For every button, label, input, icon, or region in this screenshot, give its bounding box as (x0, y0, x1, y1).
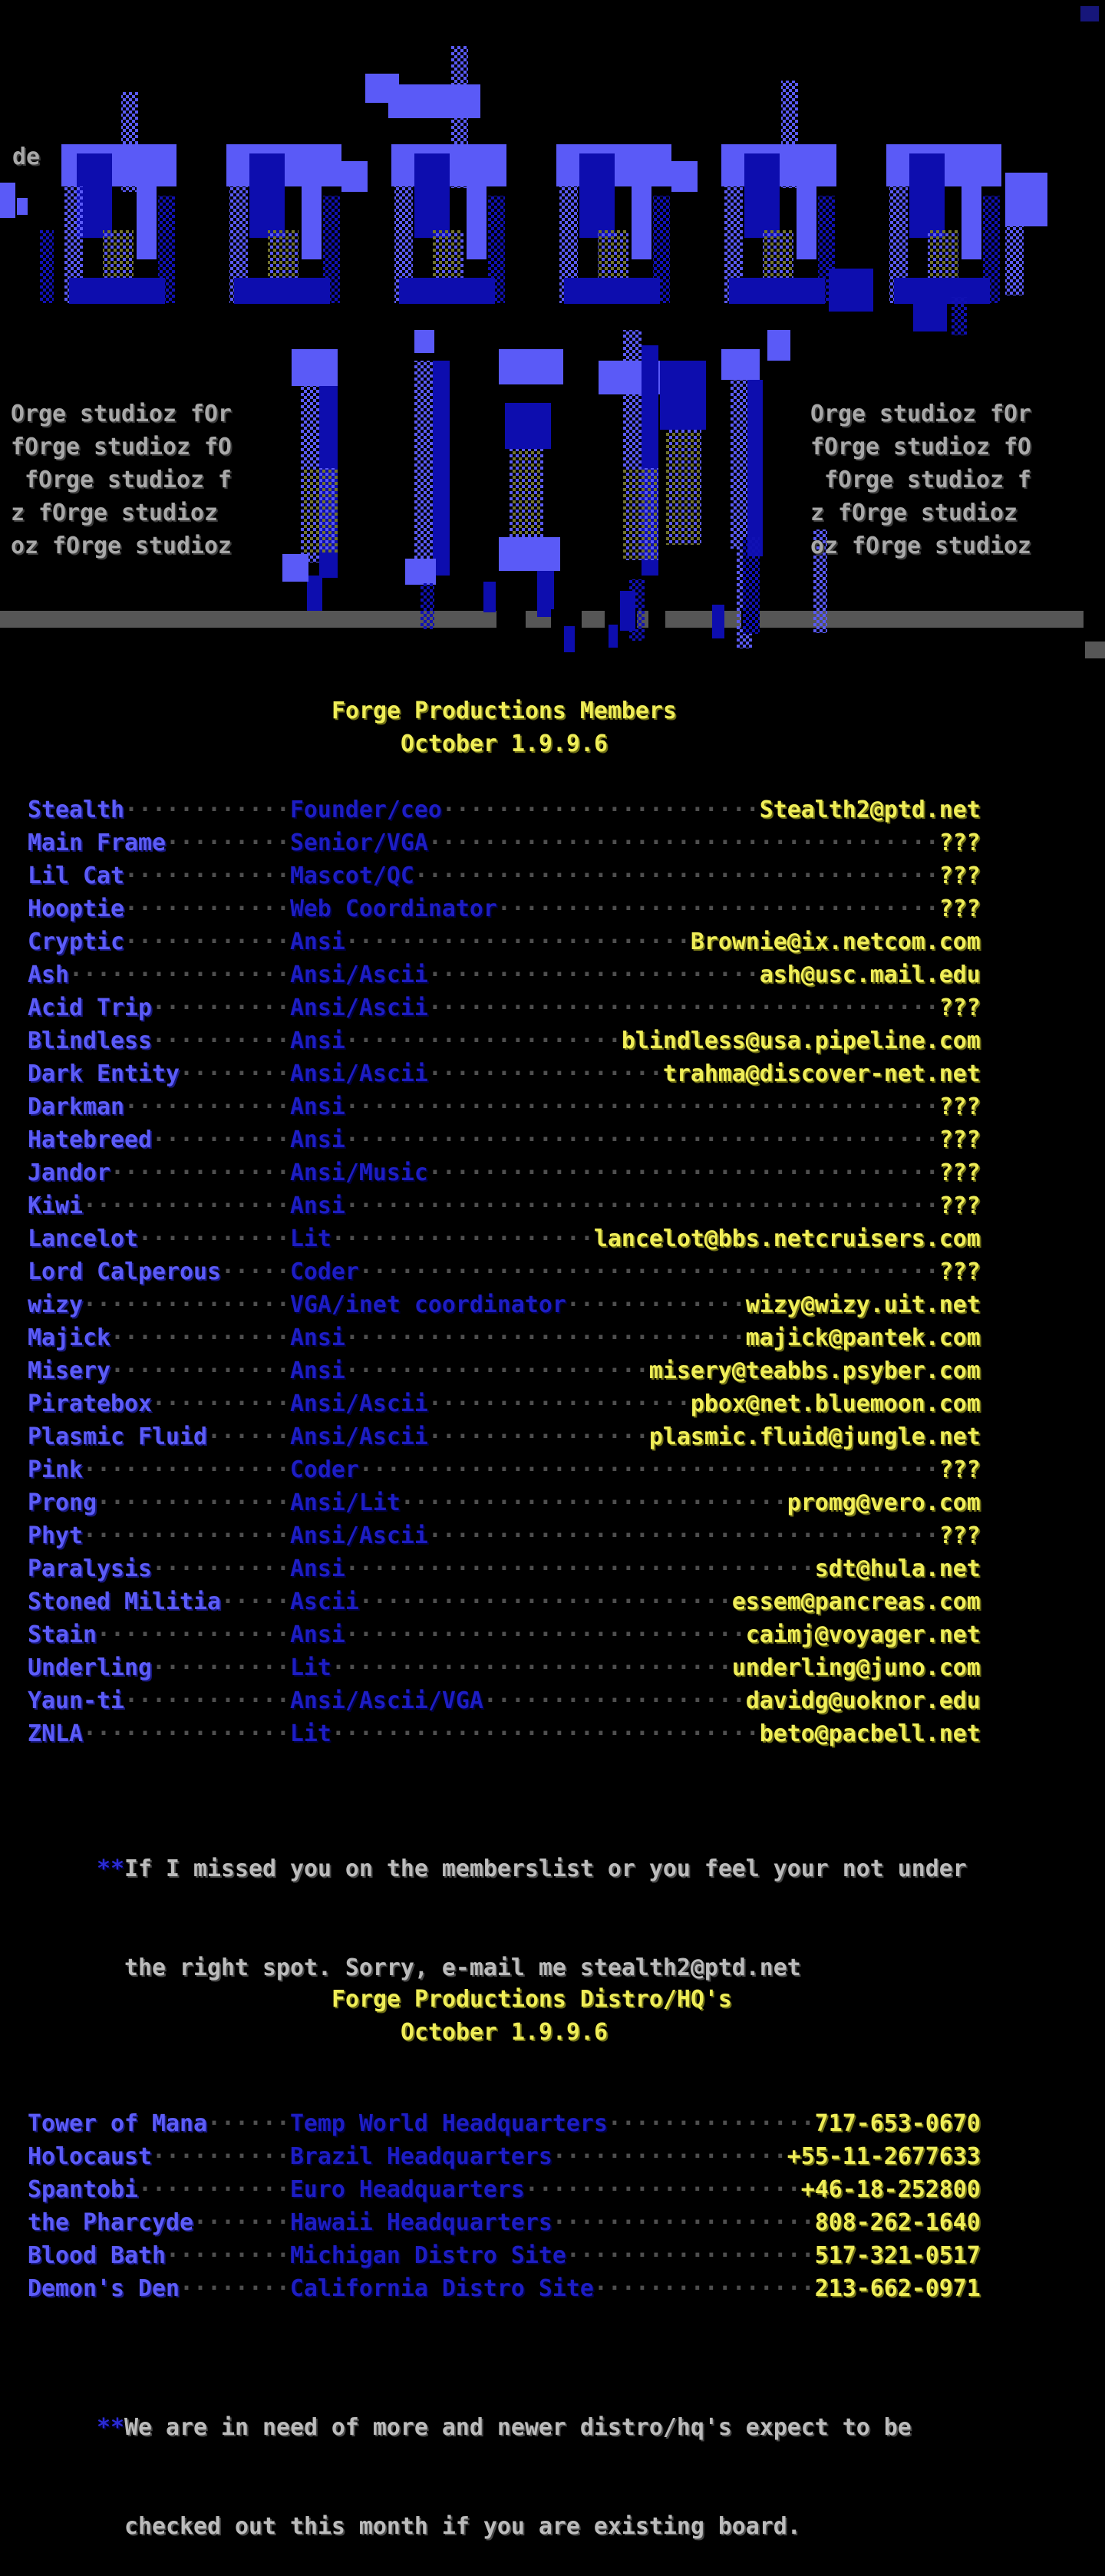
dot-leader: ··········································· (345, 1093, 939, 1120)
member-row (28, 826, 981, 859)
dot-leader: ··············· (82, 1192, 290, 1219)
dot-leader: ····· (220, 1588, 290, 1615)
dot-leader: ················ (427, 1423, 649, 1450)
distro-row (28, 2239, 981, 2272)
dot-leader: ·········· (151, 1390, 290, 1417)
member-row-email: beto@pacbell.net (759, 1720, 981, 1747)
member-row-email: pbox@net.bluemoon.com (690, 1390, 981, 1417)
dot-leader: ······················ (345, 1357, 649, 1384)
distro-row-name: Blood Bath (28, 2242, 166, 2269)
dot-leader: ·········································· (358, 1456, 939, 1483)
member-row-name: Stealth (28, 797, 124, 823)
dot-leader: ··········································· (345, 1126, 939, 1153)
member-row (28, 1486, 981, 1519)
dot-leader: ·············· (96, 1489, 290, 1516)
dot-leader: ·············· (96, 1621, 290, 1648)
member-row (28, 1354, 981, 1387)
member-row-email: Brownie@ix.netcom.com (690, 928, 981, 955)
distro-row-location: Euro Headquarters (289, 2176, 525, 2203)
member-row (28, 991, 981, 1024)
distro-row-location: Michigan Distro Site (289, 2242, 566, 2269)
dot-leader: ············· (110, 1357, 290, 1384)
studioz-line: oz fOrge studioz (810, 533, 1031, 559)
member-row-name: Hooptie (28, 895, 124, 922)
member-row (28, 859, 981, 892)
member-row-role: Mascot/QC (289, 863, 414, 889)
member-row (28, 1024, 981, 1057)
members-note-line2: the right spot. Sorry, e-mail me stealth2@ptd.net (124, 1954, 801, 1981)
member-row-role: Lit (289, 1225, 332, 1252)
member-row (28, 925, 981, 958)
member-row (28, 793, 981, 826)
dot-leader: ··············· (82, 1522, 290, 1549)
member-row (28, 892, 981, 925)
dot-leader: ····························· (345, 1621, 746, 1648)
dot-leader: ···················· (524, 2176, 801, 2203)
member-row-name: ZNLA (28, 1720, 83, 1747)
dot-leader: ··················· (331, 1225, 594, 1252)
member-row-name: Darkman (28, 1093, 124, 1120)
member-row-email: ??? (938, 1192, 981, 1219)
distro-row-phone: 808-262-1640 (814, 2209, 981, 2236)
dot-leader: ··············· (82, 1291, 290, 1318)
member-row-name: Lancelot (28, 1225, 138, 1252)
dot-leader: ··························· (358, 1588, 732, 1615)
member-row (28, 1156, 981, 1189)
note-stars: ** (97, 2414, 124, 2441)
member-row-name: Lil Cat (28, 863, 124, 889)
member-row-name: Main Frame (28, 830, 166, 856)
dot-leader: ············· (110, 1324, 290, 1351)
studioz-marquee-left (11, 397, 232, 562)
dot-leader: ················· (427, 1060, 663, 1087)
distro-note (97, 2345, 912, 2576)
member-row (28, 1222, 981, 1255)
member-row-name: Plasmic Fluid (28, 1423, 207, 1450)
member-row (28, 1057, 981, 1090)
dot-leader: ·················· (566, 2242, 815, 2269)
members-list (28, 793, 981, 1750)
member-row-role: Web Coordinator (289, 895, 497, 922)
member-row-role: Ansi (289, 1126, 345, 1153)
member-row-email: ??? (938, 830, 981, 856)
dot-leader: ····························· (345, 1324, 746, 1351)
member-row (28, 1387, 981, 1420)
member-row-email: ??? (938, 1456, 981, 1483)
member-row-name: Piratebox (28, 1390, 152, 1417)
member-row-email: davidg@uoknor.edu (745, 1687, 981, 1714)
member-row-role: Ansi/Ascii (289, 1390, 428, 1417)
member-row-role: Ansi (289, 1621, 345, 1648)
dot-leader: ············ (124, 797, 290, 823)
member-row-email: caimj@voyager.net (745, 1621, 981, 1648)
dot-leader: ················ (593, 2275, 815, 2302)
member-row (28, 1585, 981, 1618)
dot-leader: ············ (124, 1093, 290, 1120)
member-row-email: wizy@wizy.uit.net (745, 1291, 981, 1318)
member-row-role: Ansi (289, 1093, 345, 1120)
member-row-name: Ash (28, 961, 69, 988)
member-row-name: Kiwi (28, 1192, 83, 1219)
member-row-role: Ansi (289, 1357, 345, 1384)
dot-leader: ·········· (151, 1654, 290, 1681)
member-row (28, 1651, 981, 1684)
member-row-role: Founder/ceo (289, 797, 442, 823)
member-row-name: Paralysis (28, 1555, 152, 1582)
member-row-email: Stealth2@ptd.net (759, 797, 981, 823)
member-row-role: Ansi/Ascii/VGA (289, 1687, 483, 1714)
member-row-role: Ansi (289, 928, 345, 955)
dot-leader: ············ (124, 863, 290, 889)
dot-leader: ··········································· (345, 1192, 939, 1219)
member-row (28, 1321, 981, 1354)
dot-leader: ································ (496, 895, 939, 922)
members-note-line1: **If I missed you on the memberslist or you feel your not under (97, 1855, 967, 1882)
distro-row-location: California Distro Site (289, 2275, 594, 2302)
member-row-role: Ansi/Ascii (289, 1060, 428, 1087)
member-row-role: Ansi (289, 1555, 345, 1582)
distro-row-location: Temp World Headquarters (289, 2110, 608, 2137)
member-row-name: Lord Calperous (28, 1258, 221, 1285)
dot-leader: ····································· (427, 1522, 939, 1549)
member-row-role: Ansi/Ascii (289, 1423, 428, 1450)
member-row-name: Hatebreed (28, 1126, 152, 1153)
dot-leader: ························ (427, 961, 760, 988)
member-row-role: Ansi/Ascii (289, 994, 428, 1021)
member-row-email: trahma@discover-net.net (662, 1060, 981, 1087)
member-row-email: ??? (938, 1258, 981, 1285)
distro-row-name: Tower of Mana (28, 2110, 207, 2137)
distro-list (28, 2107, 981, 2305)
member-row-role: Lit (289, 1654, 332, 1681)
member-row (28, 1189, 981, 1222)
member-row-role: Lit (289, 1720, 332, 1747)
dot-leader: ·········· (151, 1555, 290, 1582)
member-row (28, 1519, 981, 1552)
member-row (28, 1288, 981, 1321)
note-stars: ** (97, 1855, 124, 1882)
de-label: de (12, 143, 41, 170)
member-row-email: lancelot@bbs.netcruisers.com (593, 1225, 981, 1252)
distro-row-phone: 717-653-0670 (814, 2110, 981, 2137)
member-row-name: Stoned Militia (28, 1588, 221, 1615)
member-row-role: VGA/inet coordinator (289, 1291, 566, 1318)
distro-row-name: Spantobi (28, 2176, 138, 2203)
distro-row (28, 2272, 981, 2305)
dot-leader: ······· (193, 2209, 290, 2236)
dot-leader: ····························· (331, 1654, 732, 1681)
dot-leader: ·································· (345, 1555, 815, 1582)
member-row-name: Jandor (28, 1159, 110, 1186)
member-row (28, 1255, 981, 1288)
studioz-line: Orge studioz fOr (11, 401, 232, 427)
dot-leader: ·········· (151, 994, 290, 1021)
dot-leader: ············ (124, 895, 290, 922)
dot-leader: ····································· (427, 830, 939, 856)
member-row-email: ??? (938, 1093, 981, 1120)
member-row (28, 1453, 981, 1486)
dot-leader: ····································· (427, 1159, 939, 1186)
dot-leader: ··············· (82, 1456, 290, 1483)
member-row-email: ash@usc.mail.edu (759, 961, 981, 988)
dot-leader: ···························· (400, 1489, 787, 1516)
member-row-email: ??? (938, 863, 981, 889)
member-row-email: underling@juno.com (731, 1654, 981, 1681)
member-row-email: promg@vero.com (787, 1489, 981, 1516)
member-row (28, 1090, 981, 1123)
members-section-title: Forge Productions Members (332, 698, 677, 724)
member-row-name: Acid Trip (28, 994, 152, 1021)
dot-leader: ··················· (483, 1687, 746, 1714)
member-row (28, 1717, 981, 1750)
member-row-email: ??? (938, 895, 981, 922)
member-row-email: ??? (938, 994, 981, 1021)
distro-note-line1: **We are in need of more and newer distro/hq's expect to be (97, 2414, 912, 2441)
dot-leader: ······ (206, 2110, 290, 2137)
dot-leader: ····· (220, 1258, 290, 1285)
member-row (28, 1684, 981, 1717)
member-row-role: Coder (289, 1258, 359, 1285)
distro-note-line2: checked out this month if you are existing board. (124, 2513, 801, 2540)
member-row-name: Stain (28, 1621, 97, 1648)
member-row-role: Ansi/Lit (289, 1489, 401, 1516)
dot-leader: ··················· (427, 1390, 691, 1417)
member-row-name: Prong (28, 1489, 97, 1516)
dot-leader: ·········· (151, 1027, 290, 1054)
studioz-line: Orge studioz fOr (810, 401, 1031, 427)
dot-leader: ··············· (82, 1720, 290, 1747)
studioz-line: oz fOrge studioz (11, 533, 232, 559)
dot-leader: ················· (552, 2143, 787, 2170)
dot-leader: ·········· (151, 2143, 290, 2170)
distro-section-title: Forge Productions Distro/HQ's (332, 1986, 732, 2013)
member-row (28, 1123, 981, 1156)
dot-leader: ············ (124, 928, 290, 955)
member-row-email: majick@pantek.com (745, 1324, 981, 1351)
ansi-logo-art (0, 0, 1105, 668)
member-row-role: Ansi/Ascii (289, 961, 428, 988)
member-row-email: ??? (938, 1159, 981, 1186)
distro-row (28, 2173, 981, 2206)
distro-row-name: the Pharcyde (28, 2209, 193, 2236)
studioz-line: fOrge studioz fO (11, 434, 232, 460)
member-row-email: sdt@hula.net (814, 1555, 981, 1582)
member-row-name: Blindless (28, 1027, 152, 1054)
member-row-email: blindless@usa.pipeline.com (621, 1027, 981, 1054)
dot-leader: ··········· (137, 2176, 290, 2203)
distro-row (28, 2107, 981, 2140)
member-row-email: plasmic.fluid@jungle.net (648, 1423, 981, 1450)
studioz-line: z fOrge studioz (810, 500, 1018, 526)
member-row-name: Majick (28, 1324, 110, 1351)
member-row-name: Cryptic (28, 928, 124, 955)
member-row-role: Coder (289, 1456, 359, 1483)
member-row-name: wizy (28, 1291, 83, 1318)
member-row-email: ??? (938, 1522, 981, 1549)
dot-leader: ······ (206, 1423, 290, 1450)
member-row-name: Misery (28, 1357, 110, 1384)
dot-leader: ············ (124, 1687, 290, 1714)
distro-row-phone: 213-662-0971 (814, 2275, 981, 2302)
dot-leader: ·········· (151, 1126, 290, 1153)
member-row-name: Underling (28, 1654, 152, 1681)
member-row-role: Ansi (289, 1324, 345, 1351)
dot-leader: ············· (110, 1159, 290, 1186)
dot-leader: ········· (165, 2242, 290, 2269)
dot-leader: ··········· (137, 1225, 290, 1252)
studioz-line: fOrge studioz f (11, 467, 232, 493)
member-row-name: Yaun-ti (28, 1687, 124, 1714)
dot-leader: ······················· (441, 797, 760, 823)
distro-row-location: Brazil Headquarters (289, 2143, 552, 2170)
distro-row-name: Holocaust (28, 2143, 152, 2170)
dot-leader: ······························· (331, 1720, 760, 1747)
dot-leader: ··················· (552, 2209, 815, 2236)
dot-leader: ········ (179, 2275, 290, 2302)
dot-leader: ·········································· (358, 1258, 939, 1285)
member-row (28, 1420, 981, 1453)
member-row-role: Ansi/Ascii (289, 1522, 428, 1549)
distro-row (28, 2140, 981, 2173)
distro-row-phone: +55-11-2677633 (787, 2143, 981, 2170)
dot-leader: ············· (566, 1291, 746, 1318)
distro-row-phone: +46-18-252800 (800, 2176, 981, 2203)
distro-row (28, 2206, 981, 2239)
studioz-line: z fOrge studioz (11, 500, 218, 526)
member-row (28, 1618, 981, 1651)
studioz-line: fOrge studioz f (810, 467, 1031, 493)
member-row (28, 958, 981, 991)
member-row-role: Ansi (289, 1027, 345, 1054)
distro-row-location: Hawaii Headquarters (289, 2209, 552, 2236)
member-row-email: misery@teabbs.psyber.com (648, 1357, 981, 1384)
member-row-email: essem@pancreas.com (731, 1588, 981, 1615)
member-row-name: Phyt (28, 1522, 83, 1549)
distro-row-name: Demon's Den (28, 2275, 180, 2302)
distro-section-date: October 1.9.9.6 (401, 2019, 608, 2046)
distro-row-phone: 517-321-0517 (814, 2242, 981, 2269)
member-row-name: Pink (28, 1456, 83, 1483)
member-row-role: Ascii (289, 1588, 359, 1615)
member-row-name: Dark Entity (28, 1060, 180, 1087)
dot-leader: ····································· (427, 994, 939, 1021)
dot-leader: ········ (179, 1060, 290, 1087)
member-row-email: ??? (938, 1126, 981, 1153)
member-row (28, 1552, 981, 1585)
member-row-role: Senior/VGA (289, 830, 428, 856)
dot-leader: ······································ (414, 863, 939, 889)
studioz-line: fOrge studioz fO (810, 434, 1031, 460)
members-section-date: October 1.9.9.6 (401, 731, 608, 757)
dot-leader: ················ (69, 961, 290, 988)
dot-leader: ········· (165, 830, 290, 856)
dot-leader: ························· (345, 928, 691, 955)
studioz-marquee-right (810, 397, 1031, 562)
member-row-role: Ansi/Music (289, 1159, 428, 1186)
dot-leader: ··············· (607, 2110, 815, 2137)
dot-leader: ···················· (345, 1027, 622, 1054)
member-row-role: Ansi (289, 1192, 345, 1219)
